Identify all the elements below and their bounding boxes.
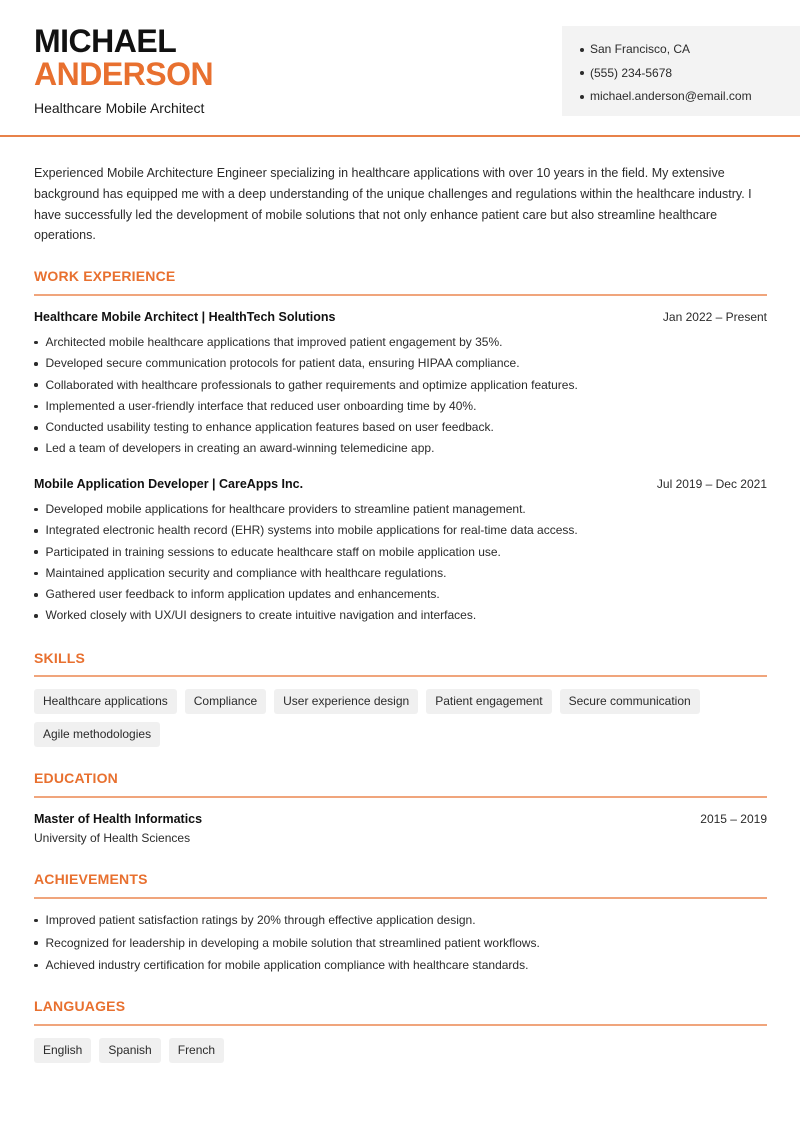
- list-item: Conducted usability testing to enhance application features based on user feedback.: [34, 417, 767, 438]
- job-dates: Jul 2019 – Dec 2021: [656, 477, 767, 491]
- job-dates: Jan 2022 – Present: [662, 310, 767, 324]
- bullet-icon: [34, 405, 38, 409]
- last-name: ANDERSON: [34, 56, 214, 92]
- section-title-education: EDUCATION: [34, 770, 118, 786]
- list-item: Achieved industry certification for mobile application compliance with healthcare standards.: [34, 954, 767, 977]
- bullet-icon: [34, 383, 38, 387]
- bullet-icon: [34, 964, 38, 968]
- education-dates: 2015 – 2019: [700, 812, 767, 826]
- bullet-icon: [34, 572, 38, 576]
- section-divider: [34, 294, 767, 296]
- list-item: Integrated electronic health record (EHR) systems into mobile applications for real-time data access.: [34, 520, 767, 541]
- section-title-achievements: ACHIEVEMENTS: [34, 871, 148, 887]
- first-name: MICHAEL: [34, 23, 177, 59]
- language-chip: Spanish: [99, 1038, 160, 1063]
- language-chip: French: [169, 1038, 224, 1063]
- bullet-icon: [34, 593, 38, 597]
- bullet-icon: [34, 941, 38, 945]
- job-header: [34, 477, 767, 491]
- contact-phone: (555) 234-5678: [580, 62, 800, 86]
- contact-location: San Francisco, CA: [580, 38, 800, 62]
- bullet-icon: [580, 95, 584, 99]
- job-role: Mobile Application Developer | CareApps Inc.: [34, 477, 304, 491]
- section-title-languages: LANGUAGES: [34, 998, 126, 1014]
- list-item: Maintained application security and compliance with healthcare regulations.: [34, 563, 767, 584]
- bullet-icon: [34, 550, 38, 554]
- skill-chip: Compliance: [185, 689, 266, 714]
- section-title-skills: SKILLS: [34, 650, 85, 666]
- list-item: Recognized for leadership in developing a mobile solution that streamlined patient workflows.: [34, 932, 767, 955]
- language-chip: English: [34, 1038, 91, 1063]
- list-item: Gathered user feedback to inform application updates and enhancements.: [34, 584, 767, 605]
- skill-chip: User experience design: [274, 689, 418, 714]
- bullet-icon: [34, 529, 38, 533]
- bullet-icon: [34, 362, 38, 366]
- summary-paragraph: Experienced Mobile Architecture Engineer specializing in healthcare applications with over 10 years in the field. My extensive background has equipped me with a deep understanding of the unique challenges and regulations within the healthcare industry. I have successfully led the development of mobile solutions that not only enhance patient care but also streamline healthcare operations.: [34, 166, 752, 243]
- list-item: Developed mobile applications for healthcare providers to streamline patient management.: [34, 499, 767, 520]
- list-item: Improved patient satisfaction ratings by 20% through effective application design.: [34, 909, 767, 932]
- skill-chip: Patient engagement: [426, 689, 551, 714]
- skill-chip: Secure communication: [560, 689, 700, 714]
- skills-list: [34, 689, 767, 747]
- bullet-icon: [34, 919, 38, 923]
- job-bullets: [34, 499, 767, 627]
- bullet-icon: [34, 426, 38, 430]
- list-item: Implemented a user-friendly interface that reduced user onboarding time by 40%.: [34, 396, 767, 417]
- list-item: Architected mobile healthcare applications that improved patient engagement by 35%.: [34, 332, 767, 353]
- achievements-list: [34, 909, 767, 977]
- skill-chip: Agile methodologies: [34, 722, 160, 747]
- bullet-icon: [34, 447, 38, 451]
- list-item: Worked closely with UX/UI designers to create intuitive navigation and interfaces.: [34, 605, 767, 626]
- section-divider: [34, 675, 767, 677]
- skill-chip: Healthcare applications: [34, 689, 177, 714]
- bullet-icon: [34, 614, 38, 618]
- bullet-icon: [580, 71, 584, 75]
- degree: Master of Health Informatics: [34, 812, 203, 826]
- job-header: [34, 310, 767, 324]
- job-role: Healthcare Mobile Architect | HealthTech Solutions: [34, 310, 336, 324]
- section-divider: [34, 796, 767, 798]
- list-item: Participated in training sessions to educate healthcare staff on mobile application use.: [34, 542, 767, 563]
- job-title: Healthcare Mobile Architect: [34, 100, 205, 116]
- section-divider: [34, 1024, 767, 1026]
- languages-list: [34, 1038, 767, 1063]
- contact-email: michael.anderson@email.com: [580, 85, 800, 109]
- resume-header: [0, 0, 800, 137]
- school-name: University of Health Sciences: [34, 831, 191, 845]
- education-header: [34, 812, 767, 826]
- job-bullets: [34, 332, 767, 460]
- bullet-icon: [34, 341, 38, 345]
- section-title-work: WORK EXPERIENCE: [34, 268, 176, 284]
- bullet-icon: [34, 508, 38, 512]
- bullet-icon: [580, 48, 584, 52]
- list-item: Collaborated with healthcare professionals to gather requirements and optimize application features.: [34, 375, 767, 396]
- contact-box: [562, 26, 800, 116]
- list-item: Developed secure communication protocols for patient data, ensuring HIPAA compliance.: [34, 353, 767, 374]
- section-divider: [34, 897, 767, 899]
- list-item: Led a team of developers in creating an award-winning telemedicine app.: [34, 438, 767, 459]
